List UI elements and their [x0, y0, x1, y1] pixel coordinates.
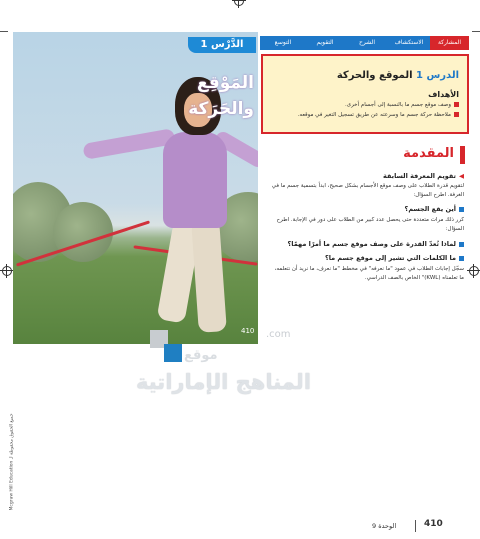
- tab-engage[interactable]: المشاركة: [430, 36, 469, 50]
- goal-item: ملاحظة حركة جسم ما وسرعته عن طريق تسجيل التغير في موقعه.: [273, 111, 459, 119]
- watermark-line1: موقع: [184, 348, 218, 363]
- intro-paragraph-1: لتقويم قدرة الطلاب على وصف موقع الأجسام بشكل صحيح، ابدأ بتسمية جسم ما في الغرفة. اطرح السؤال:: [271, 183, 464, 198]
- bullet-square-icon: [454, 102, 459, 107]
- question-bullet-icon: [459, 242, 464, 247]
- intro-paragraph-2: كرر ذلك مرات متعددة حتى يحصل عدد كبير من الطلاب على دور في الإجابة. اطرح السؤال:: [276, 217, 464, 232]
- photo-title-line2: والحَرَكة: [188, 99, 254, 119]
- goals-heading: الأهداف: [428, 90, 459, 99]
- footer-divider: [415, 520, 416, 532]
- lesson-heading: [337, 70, 459, 81]
- question-3: ما الكلمات التي تشير إلى موقع جسم ما؟: [325, 254, 464, 262]
- question-bullet-icon: [459, 207, 464, 212]
- triangle-bullet-icon: ◀: [459, 172, 464, 180]
- question-bullet-icon: [459, 256, 464, 261]
- lesson-summary-box: [261, 54, 469, 134]
- phase-nav-bar: [260, 36, 469, 50]
- lesson-number-tag: الدَّرْس 1: [188, 37, 256, 53]
- tab-evaluate[interactable]: التقويم: [316, 39, 334, 46]
- watermark-domain: .com: [266, 329, 291, 340]
- watermark-line2: المناهج الإماراتية: [136, 370, 311, 394]
- page-number: 410: [424, 519, 443, 529]
- photo-folio: 410: [241, 327, 255, 335]
- prior-knowledge-heading: ◀تقويم المعرفة السابقة: [383, 172, 464, 180]
- crop-mark: [0, 31, 8, 32]
- photo-title-line1: المَوْقِع: [196, 73, 254, 93]
- lesson-title: الموقع والحركة: [336, 70, 413, 81]
- goal-item: وصف موقع جسم ما بالنسبة إلى أجسام أخرى.: [273, 101, 459, 109]
- registration-mark-top: [234, 0, 244, 6]
- crop-mark: [472, 31, 480, 32]
- question-2: لماذا تُعدّ القدرة على وصف موقع جسم ما أمرًا مهمًا؟: [287, 240, 464, 248]
- bullet-square-icon: [454, 112, 459, 117]
- intro-title: المقدمة: [403, 146, 454, 161]
- tab-explore[interactable]: الاستكشاف: [394, 39, 424, 46]
- tab-explain[interactable]: الشرح: [358, 39, 376, 46]
- intro-paragraph-3: سجّل إجابات الطلاب في عمود "ما نعرفه" في مخطط "ما نعرف، ما نريد أن نتعلمه، ما تعلمناه (KWL)" الخاص بالصف الدراسي.: [274, 266, 464, 281]
- registration-mark-left: [2, 266, 12, 276]
- footer-unit: الوحدة 9: [372, 522, 397, 530]
- photo-credit: Mcgraw Hill Education جميع الحقوق محفوظة لـ: [9, 413, 15, 511]
- lesson-label: الدرس 1: [416, 70, 459, 81]
- registration-mark-right: [469, 266, 479, 276]
- section-marker-bar: [460, 146, 465, 164]
- tab-extend[interactable]: التوسع: [274, 39, 292, 46]
- photo-title: [150, 70, 254, 122]
- question-1: أين يقع الجسم؟: [405, 205, 464, 213]
- watermark-logo-icon: [150, 330, 184, 364]
